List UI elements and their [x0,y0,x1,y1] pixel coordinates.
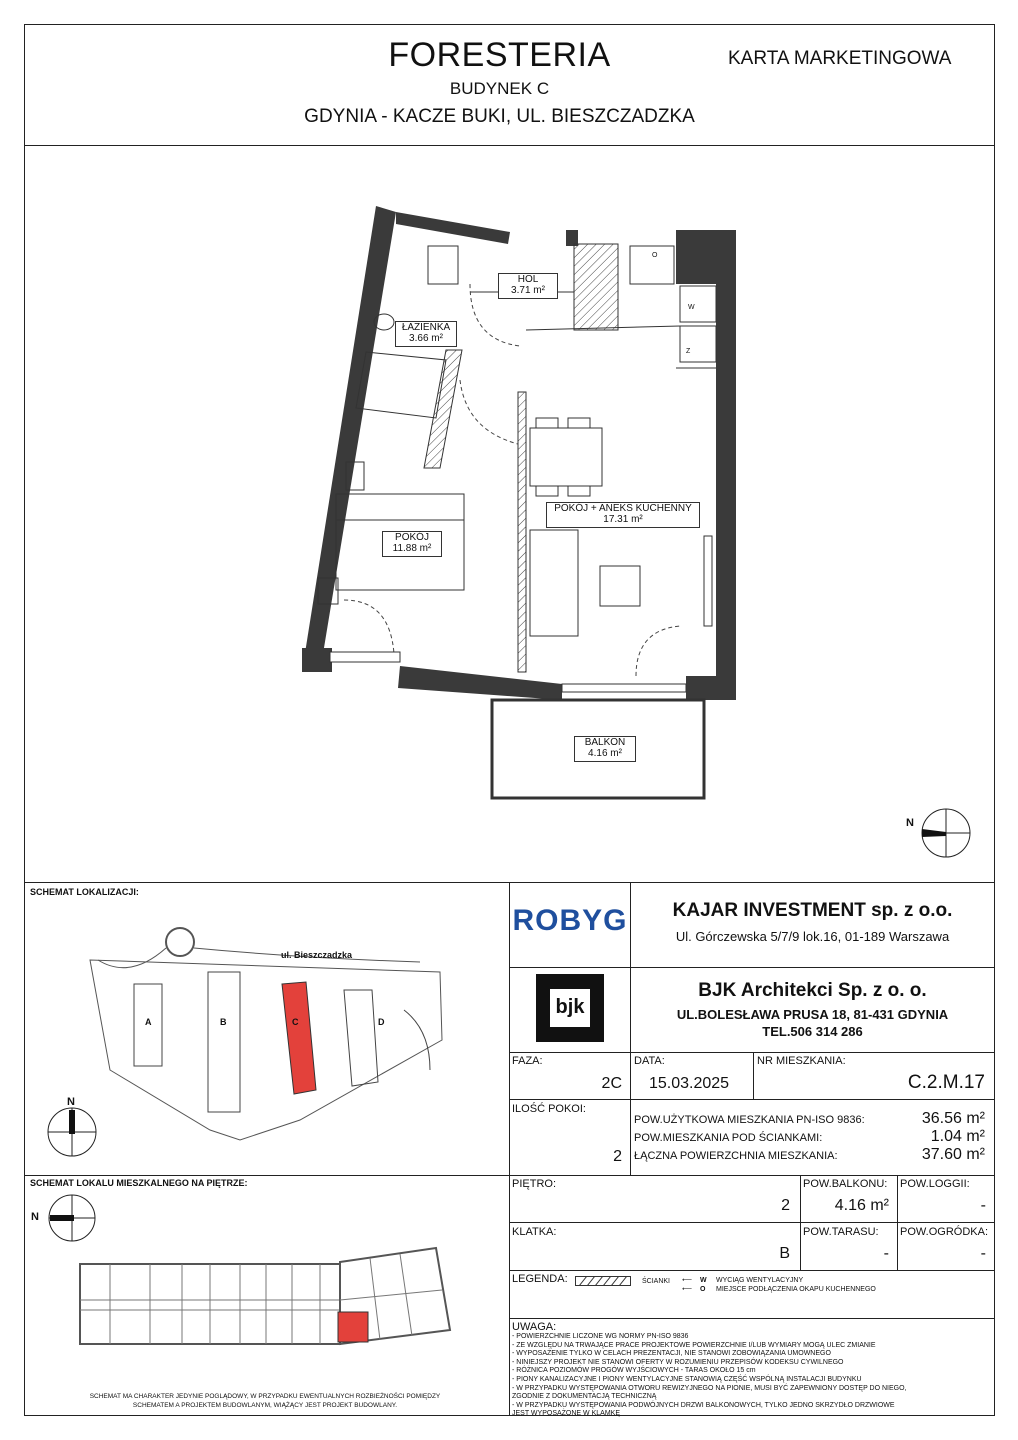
data-value: 15.03.2025 [649,1075,730,1092]
location-north-label: N [67,1096,75,1108]
floor-compass-icon [44,1194,98,1244]
loggia-value: - [980,1197,986,1214]
architect-name: BJK Architekci Sp. z o. o. [698,980,927,1001]
floor-schema-map [76,1244,456,1364]
room-label-hol: HOL 3.71 m² [498,273,558,299]
wall-hatch-icon [575,1276,631,1286]
floor-schema-disclaimer: SCHEMAT MA CHARAKTER JEDYNIE POGLĄDOWY, W PRZYPADKU EWENTUALNYCH ROZBIEŻNOŚCI POMIĘDZY SCHEMATEM A PROJEKTEM BUDOWLANYM, WIĄŻĄCY JEST PROJEKT BUDOWLANY. [89,1393,441,1409]
legend-w-arrow-icon: ⟵ [682,1277,693,1284]
klatka-value: B [779,1245,790,1262]
building-b-label: B [220,1017,227,1027]
faza-value: 2C [601,1075,622,1092]
architect-phone: TEL.506 314 286 [762,1024,863,1039]
legend-w-text: WYCIĄG WENTYLACYJNY [716,1277,804,1284]
location-schema-title: SCHEMAT LOKALIZACJI: [30,887,139,897]
card-type: KARTA MARKETINGOWA [728,48,952,69]
data-label: DATA: [634,1055,665,1067]
legend-title: LEGENDA: [512,1273,568,1285]
ogrodek-value: - [980,1245,986,1262]
pow-uz-label: POW.UŻYTKOWA MIESZKANIA PN-ISO 9836: [634,1114,865,1126]
east-wall [716,230,736,700]
west-wall [302,206,396,672]
building-c-label: C [292,1017,299,1027]
nr-label: NR MIESZKANIA: [757,1055,846,1067]
north-wall [396,212,510,244]
pokoje-label: ILOŚĆ POKOI: [512,1103,586,1115]
floor-north-label: N [31,1211,39,1223]
building-name: BUDYNEK C [449,79,550,98]
building-d-label: D [378,1017,385,1027]
location-text: GDYNIA - KACZE BUKI, UL. BIESZCZADZKA [304,106,695,127]
info-table-divider [509,882,510,1416]
building-a-label: A [145,1017,152,1027]
pow-laczna-value: 37.60 m² [921,1146,985,1163]
compass-n-label: N [906,817,914,829]
bjk-logo: bjk [536,974,604,1042]
south-wall [398,666,562,700]
balkon-label: POW.BALKONU: [803,1178,888,1190]
room-label-pokoj: POKÓJ 11.88 m² [382,531,442,557]
schema-divider [24,1175,510,1176]
street-label: ul. Bieszczadzka [281,950,353,960]
legend-o-text: MIEJSCE PODŁĄCZENIA OKAPU KUCHENNEGO [716,1286,876,1293]
taras-label: POW.TARASU: [803,1226,879,1238]
fixture-z-label: Z [686,348,691,355]
location-map [30,910,500,1170]
room-label-lazienka: ŁAZIENKA 3.66 m² [395,321,457,347]
pow-uz-value: 36.56 m² [921,1110,985,1127]
pow-laczna-label: ŁĄCZNA POWIERZCHNIA MIESZKANIA: [634,1150,838,1162]
notes-title: UWAGA: [512,1321,557,1333]
robyg-logo: ROBYG [512,904,628,937]
header-divider [24,145,995,146]
balkon-value: 4.16 m² [834,1197,889,1214]
nr-value: C.2.M.17 [907,1072,985,1093]
ogrodek-label: POW.OGRÓDKA: [900,1226,989,1238]
developer-name: KAJAR INVESTMENT sp. z o.o. [672,900,953,921]
legend-o-arrow-icon: ⟵ [682,1286,693,1293]
klatka-label: KLATKA: [512,1226,557,1238]
pietro-label: PIĘTRO: [512,1178,557,1190]
project-title: FORESTERIA [388,36,611,74]
room-label-balkon: BALKON 4.16 m² [574,736,636,762]
pow-sc-label: POW.MIESZKANIA POD ŚCIANKAMI: [634,1132,823,1144]
vent-o-label: O [652,252,658,259]
faza-label: FAZA: [512,1055,543,1067]
architect-address: UL.BOLESŁAWA PRUSA 18, 81-431 GDYNIA [676,1007,949,1022]
legend-o-key: O [700,1286,706,1293]
legend-walls: ŚCIANKI [642,1278,671,1285]
developer-address: Ul. Górczewska 5/7/9 lok.16, 01-189 Warszawa [675,929,950,944]
room-label-pokoj-aneks: POKÓJ + ANEKS KUCHENNY 17.31 m² [546,502,700,528]
location-compass-icon [46,1100,98,1158]
notes-list: - POWIERZCHNIE LICZONE WG NORMY PN-ISO 9836 - ZE WZGLĘDU NA TRWAJĄCE PRACE PROJEKTOWE POWIERZCHNIE I/LUB WYMIARY MOGĄ ULEC ZMIANIE - WYPOSAŻENIE TYLKO W CELACH PREZENTACJI, NIE STANOWI ZOBOWIĄZANIA UMOWNEGO - NINIEJSZY PROJEKT NIE STANOWI OFERTY W ROZUMIENIU PRZEPISÓW KODEKSU CYWILNEGO - RÓŻNICA POZIOMÓW PROGÓW WYJŚCIOWYCH - TARAS OKOŁO 15 cm - PIONY KANALIZACYJNE I PIONY WENTYLACYJNE STANOWIĄ CZĘŚĆ WSPÓLNĄ INSTALACJI BUDYNKU - W PRZYPADKU WYSTĘPOWANIA OTWORU REWIZYJNEGO NA PIONIE, MUSI BYĆ ZAPEWNIONY DOSTĘP DO NIEGO, ZGODNIE Z DOKUMENTACJĄ TECHNICZNĄ - W PRZYPADKU WYSTĘPOWANIA PODWÓJNYCH DRZWI BALKONOWYCH, TYLKO JEDNO SKRZYDŁO DRZWIOWE JEST WYPOSAŻONE W KLAMKĘ [512,1333,907,1418]
legend-w-key: W [700,1277,707,1284]
floor-schema-title: SCHEMAT LOKALU MIESZKALNEGO NA PIĘTRZE: [30,1178,248,1188]
taras-value: - [883,1245,889,1262]
pokoje-value: 2 [613,1148,622,1165]
pow-sc-value: 1.04 m² [930,1128,985,1145]
vent-w-label: W [688,304,695,311]
compass-icon [910,808,974,858]
pietro-value: 2 [781,1197,790,1214]
loggia-label: POW.LOGGII: [900,1178,970,1190]
